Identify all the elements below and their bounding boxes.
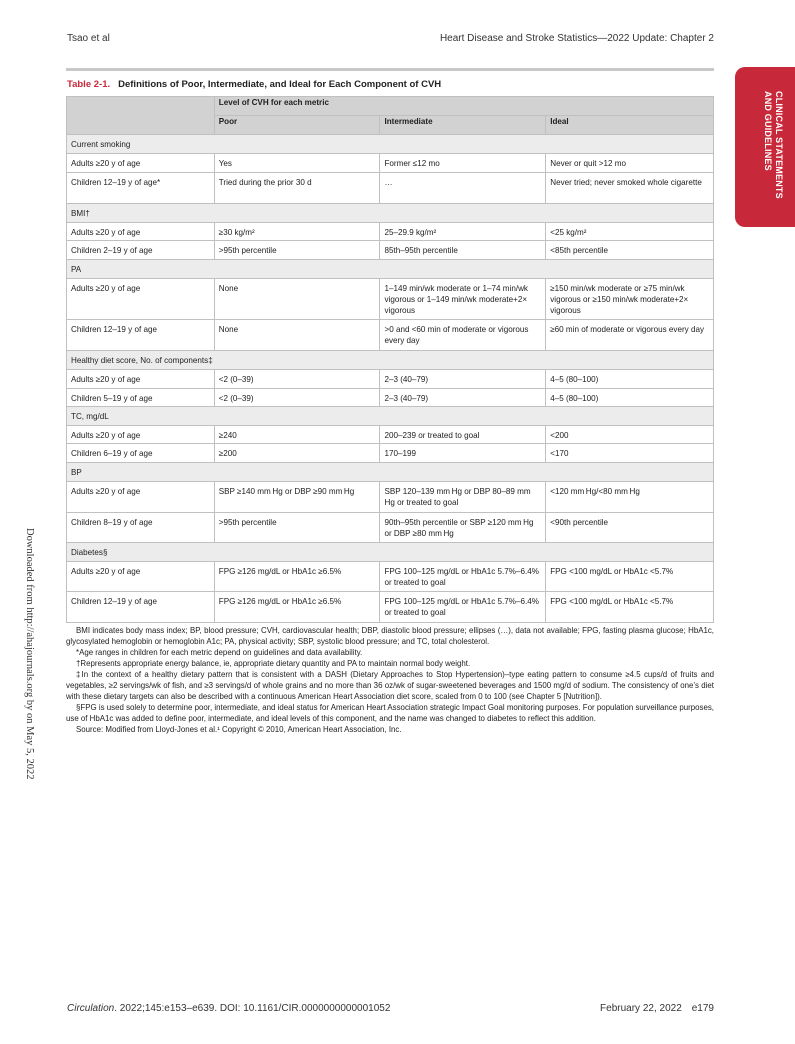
row-label: Children 5–19 y of age — [67, 389, 215, 407]
table-row — [67, 370, 714, 389]
cell-poor: SBP ≥140 mm Hg or DBP ≥90 mm Hg — [214, 482, 380, 513]
header-corner-cell — [67, 97, 215, 135]
table-title: Definitions of Poor, Intermediate, and Ideal for Each Component of CVH — [118, 79, 442, 90]
footnote-abbreviations: BMI indicates body mass index; BP, blood pressure; CVH, cardiovascular health; DBP, diastolic blood pressure; ellipses (…), data not available; FPG, fasting plasma glucose; HbA1c, glycosylated hemoglobin or hemoglobin A1c; PA, physical activity; SBP, systolic blood pressure; and TC, total cholesterol. — [66, 626, 714, 646]
cell-ideal: Never tried; never smoked whole cigarette — [546, 173, 714, 204]
footnote-energy-balance: †Represents appropriate energy balance, ie, appropriate dietary quantity and PA to maintain normal body weight. — [76, 659, 471, 668]
table-row — [67, 279, 714, 320]
cell-intermediate: … — [380, 173, 546, 204]
cell-poor: FPG ≥126 mg/dL or HbA1c ≥6.5% — [214, 562, 380, 592]
cell-poor: None — [214, 279, 380, 320]
row-label: Children 12–19 y of age — [67, 320, 215, 351]
row-label: Children 6–19 y of age — [67, 444, 215, 463]
cell-ideal: 4–5 (80–100) — [546, 389, 714, 407]
cell-intermediate: 85th–95th percentile — [380, 241, 546, 260]
cell-ideal: <200 — [546, 426, 714, 444]
cell-poor: Tried during the prior 30 d — [214, 173, 380, 204]
cell-poor: <2 (0–39) — [214, 370, 380, 389]
cell-ideal: ≥150 min/wk moderate or ≥75 min/wk vigorous or ≥150 min/wk moderate+2× vigorous — [546, 279, 714, 320]
row-label: Adults ≥20 y of age — [67, 370, 215, 389]
cell-ideal: <120 mm Hg/<80 mm Hg — [546, 482, 714, 513]
table-row — [67, 223, 714, 241]
running-header-title: Heart Disease and Stroke Statistics—2022 Update: Chapter 2 — [439, 33, 714, 44]
cell-intermediate: 90th–95th percentile or SBP ≥120 mm Hg or DBP ≥80 mm Hg — [380, 513, 546, 543]
cell-ideal: FPG <100 mg/dL or HbA1c <5.7% — [546, 562, 714, 592]
table-caption — [67, 79, 441, 90]
cell-intermediate: 170–199 — [380, 444, 546, 463]
cell-intermediate: 25–29.9 kg/m² — [380, 223, 546, 241]
journal-name: Circulation — [67, 1003, 115, 1014]
cell-intermediate: 2–3 (40–79) — [380, 370, 546, 389]
cell-ideal: FPG <100 mg/dL or HbA1c <5.7% — [546, 592, 714, 623]
download-watermark: Downloaded from http://ahajournals.org by on May 5, 2022 — [24, 528, 35, 780]
row-label: Children 12–19 y of age — [67, 592, 215, 623]
table-row — [67, 241, 714, 260]
row-label: Adults ≥20 y of age — [67, 482, 215, 513]
footnote-fpg: §FPG is used solely to determine poor, intermediate, and ideal status for American Heart Association strategic Impact Goal monitoring purposes. For population surveillance purposes, use of HbA1c was added to define poor, intermediate, and ideal levels of this component, and the name was changed to diabetes to reflect this addition. — [66, 703, 714, 723]
table-row — [67, 513, 714, 543]
cell-intermediate: 1–149 min/wk moderate or 1–74 min/wk vigorous or 1–149 min/wk moderate+2× vigorous — [380, 279, 546, 320]
cell-intermediate: 2–3 (40–79) — [380, 389, 546, 407]
row-label: Adults ≥20 y of age — [67, 223, 215, 241]
group-header-smoking: Current smoking — [67, 135, 714, 154]
cell-intermediate: SBP 120–139 mm Hg or DBP 80–89 mm Hg or treated to goal — [380, 482, 546, 513]
section-side-tab — [735, 67, 795, 227]
cell-intermediate: FPG 100–125 mg/dL or HbA1c 5.7%–6.4% or treated to goal — [380, 562, 546, 592]
page-number: e179 — [691, 1003, 714, 1014]
footer-citation — [67, 1003, 390, 1014]
cell-intermediate: Former ≤12 mo — [380, 154, 546, 173]
footnote-source: Source: Modified from Lloyd-Jones et al.¹ Copyright © 2010, American Heart Association, Inc. — [76, 725, 402, 734]
group-header-bmi: BMI† — [67, 204, 714, 223]
cell-poor: ≥240 — [214, 426, 380, 444]
publication-date: February 22, 2022 — [600, 1003, 682, 1014]
cell-ideal: ≥60 min of moderate or vigorous every day — [546, 320, 714, 351]
row-label: Adults ≥20 y of age — [67, 426, 215, 444]
group-header-bp: BP — [67, 463, 714, 482]
cell-ideal: <170 — [546, 444, 714, 463]
column-header-intermediate: Intermediate — [380, 116, 546, 135]
citation-details: . 2022;145:e153–e639. DOI: 10.1161/CIR.0000000000001052 — [114, 1003, 391, 1014]
row-label: Adults ≥20 y of age — [67, 154, 215, 173]
row-label: Adults ≥20 y of age — [67, 562, 215, 592]
cell-poor: >95th percentile — [214, 513, 380, 543]
table-footnotes — [66, 625, 714, 735]
row-label: Children 8–19 y of age — [67, 513, 215, 543]
group-header-diabetes: Diabetes§ — [67, 543, 714, 562]
cell-poor: FPG ≥126 mg/dL or HbA1c ≥6.5% — [214, 592, 380, 623]
cell-ideal: 4–5 (80–100) — [546, 370, 714, 389]
table-row — [67, 389, 714, 407]
cell-intermediate: 200–239 or treated to goal — [380, 426, 546, 444]
header-rule — [66, 68, 714, 71]
table-row — [67, 426, 714, 444]
group-header-tc: TC, mg/dL — [67, 407, 714, 426]
running-header-authors: Tsao et al — [67, 33, 110, 44]
cell-poor: ≥200 — [214, 444, 380, 463]
table-row — [67, 482, 714, 513]
super-header: Level of CVH for each metric — [214, 97, 713, 116]
table-row — [67, 173, 714, 204]
column-header-poor: Poor — [214, 116, 380, 135]
group-header-pa: PA — [67, 260, 714, 279]
cvh-definitions-table — [66, 96, 714, 623]
side-tab-label: CLINICAL STATEMENTS AND GUIDELINES — [763, 91, 784, 199]
footnote-age-ranges: *Age ranges in children for each metric depend on guidelines and data availability. — [76, 648, 363, 657]
column-header-ideal: Ideal — [546, 116, 714, 135]
row-label: Children 2–19 y of age — [67, 241, 215, 260]
footnote-dash-diet: ‡In the context of a healthy dietary pattern that is consistent with a DASH (Dietary Approaches to Stop Hypertension)–type eating pattern to consume ≥4.5 cups/d of fruits and vegetables, ≥2 servings/wk of fish, and ≥3 servings/d of whole grains and no more than 36 oz/wk of sugar-sweetened beverages and 1500 mg/d of sodium. The consistency of one’s diet with these dietary targets can also be described with a continuous American Heart Association diet score, scaled from 0 to 100 (see Chapter 5 [Nutrition]). — [66, 670, 714, 701]
cell-intermediate: FPG 100–125 mg/dL or HbA1c 5.7%–6.4% or treated to goal — [380, 592, 546, 623]
table-row — [67, 562, 714, 592]
footer-date-page — [600, 1003, 714, 1014]
row-label: Adults ≥20 y of age — [67, 279, 215, 320]
table-row — [67, 154, 714, 173]
table-row — [67, 444, 714, 463]
table-row — [67, 592, 714, 623]
cell-ideal: Never or quit >12 mo — [546, 154, 714, 173]
row-label: Children 12–19 y of age* — [67, 173, 215, 204]
cell-intermediate: >0 and <60 min of moderate or vigorous every day — [380, 320, 546, 351]
cell-poor: None — [214, 320, 380, 351]
cell-poor: Yes — [214, 154, 380, 173]
cell-poor: <2 (0–39) — [214, 389, 380, 407]
cell-poor: >95th percentile — [214, 241, 380, 260]
cell-ideal: <90th percentile — [546, 513, 714, 543]
cell-ideal: <85th percentile — [546, 241, 714, 260]
table-row — [67, 320, 714, 351]
cell-poor: ≥30 kg/m² — [214, 223, 380, 241]
table-label: Table 2-1. — [67, 79, 111, 90]
cell-ideal: <25 kg/m² — [546, 223, 714, 241]
group-header-diet: Healthy diet score, No. of components‡ — [67, 351, 714, 370]
